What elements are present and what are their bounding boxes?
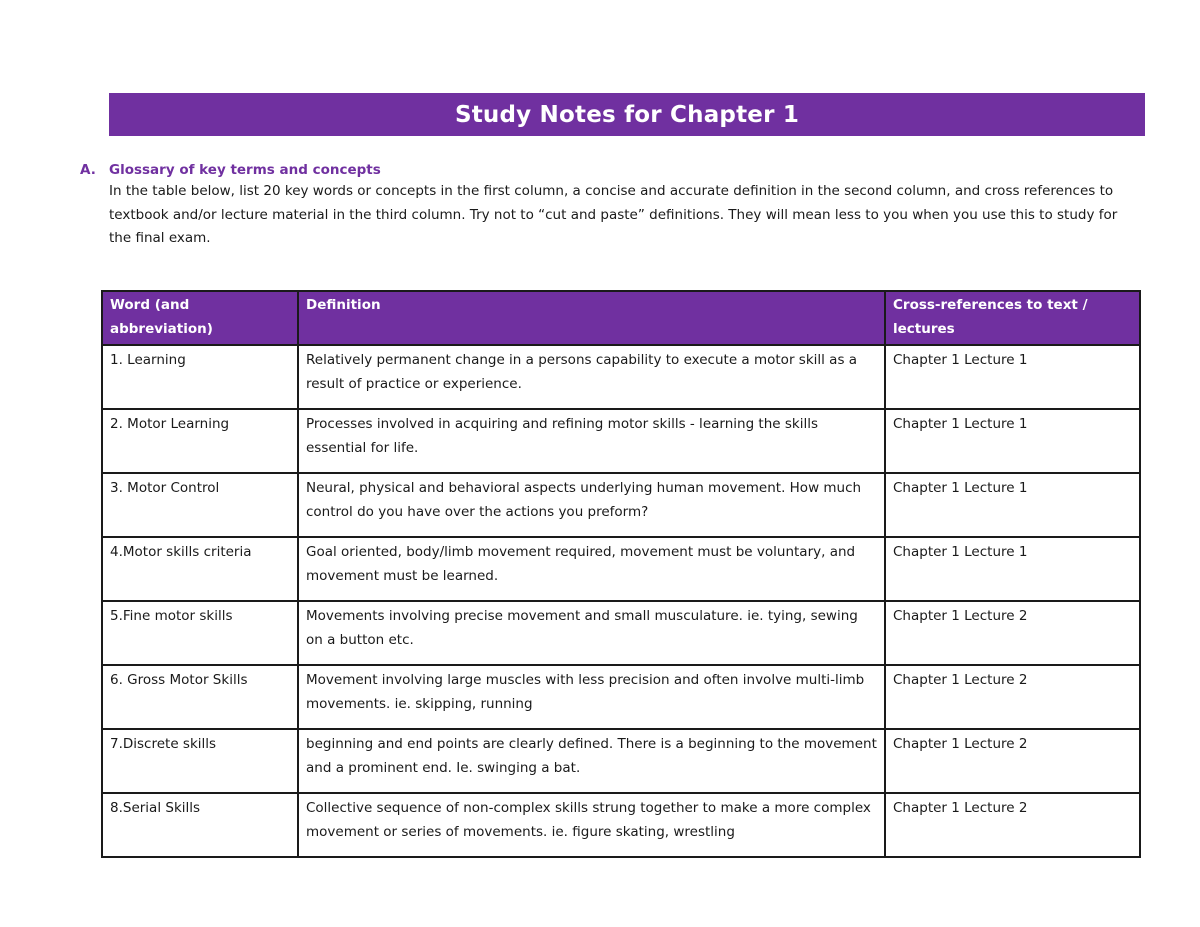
word-cell: 5.Fine motor skills <box>102 601 298 665</box>
reference-cell: Chapter 1 Lecture 1 <box>885 537 1140 601</box>
header-word: Word (and abbreviation) <box>102 291 298 345</box>
table-row <box>102 729 1140 793</box>
table-row <box>102 409 1140 473</box>
glossary-section <box>80 160 1140 251</box>
table-row <box>102 793 1140 857</box>
definition-cell: Processes involved in acquiring and refining motor skills - learning the skills essential for life. <box>298 409 885 473</box>
word-cell: 3. Motor Control <box>102 473 298 537</box>
section-heading <box>80 160 1140 180</box>
reference-cell: Chapter 1 Lecture 2 <box>885 665 1140 729</box>
table-row <box>102 537 1140 601</box>
definition-cell: Goal oriented, body/limb movement required, movement must be voluntary, and movement must be learned. <box>298 537 885 601</box>
definition-cell: Movements involving precise movement and small musculature. ie. tying, sewing on a button etc. <box>298 601 885 665</box>
reference-cell: Chapter 1 Lecture 2 <box>885 601 1140 665</box>
definition-cell: beginning and end points are clearly defined. There is a beginning to the movement and a prominent end. Ie. swinging a bat. <box>298 729 885 793</box>
definition-cell: Movement involving large muscles with less precision and often involve multi-limb movements. ie. skipping, running <box>298 665 885 729</box>
table-header-row <box>102 291 1140 345</box>
section-letter: A. <box>80 162 96 178</box>
word-cell: 6. Gross Motor Skills <box>102 665 298 729</box>
reference-cell: Chapter 1 Lecture 2 <box>885 793 1140 857</box>
word-cell: 1. Learning <box>102 345 298 409</box>
section-heading-text: Glossary of key terms and concepts <box>109 162 381 178</box>
definition-cell: Relatively permanent change in a persons capability to execute a motor skill as a result of practice or experience. <box>298 345 885 409</box>
word-cell: 2. Motor Learning <box>102 409 298 473</box>
reference-cell: Chapter 1 Lecture 1 <box>885 473 1140 537</box>
table-row <box>102 665 1140 729</box>
title-banner <box>109 93 1145 136</box>
glossary-table <box>101 290 1141 858</box>
page-title: Study Notes for Chapter 1 <box>454 101 800 128</box>
header-definition: Definition <box>298 291 885 345</box>
word-cell: 8.Serial Skills <box>102 793 298 857</box>
reference-cell: Chapter 1 Lecture 1 <box>885 345 1140 409</box>
reference-cell: Chapter 1 Lecture 1 <box>885 409 1140 473</box>
header-cross-references: Cross-references to text / lectures <box>885 291 1140 345</box>
word-cell: 7.Discrete skills <box>102 729 298 793</box>
definition-cell: Collective sequence of non-complex skills strung together to make a more complex movement or series of movements. ie. figure skating, wrestling <box>298 793 885 857</box>
table-row <box>102 601 1140 665</box>
section-instructions: In the table below, list 20 key words or concepts in the first column, a concise and accurate definition in the second column, and cross references to textbook and/or lecture material in the third column. Try not to “cut and paste” definitions. They will mean less to you when you use this to study for the final exam. <box>109 183 1118 247</box>
reference-cell: Chapter 1 Lecture 2 <box>885 729 1140 793</box>
word-cell: 4.Motor skills criteria <box>102 537 298 601</box>
table-row <box>102 473 1140 537</box>
table-row <box>102 345 1140 409</box>
definition-cell: Neural, physical and behavioral aspects underlying human movement. How much control do you have over the actions you preform? <box>298 473 885 537</box>
